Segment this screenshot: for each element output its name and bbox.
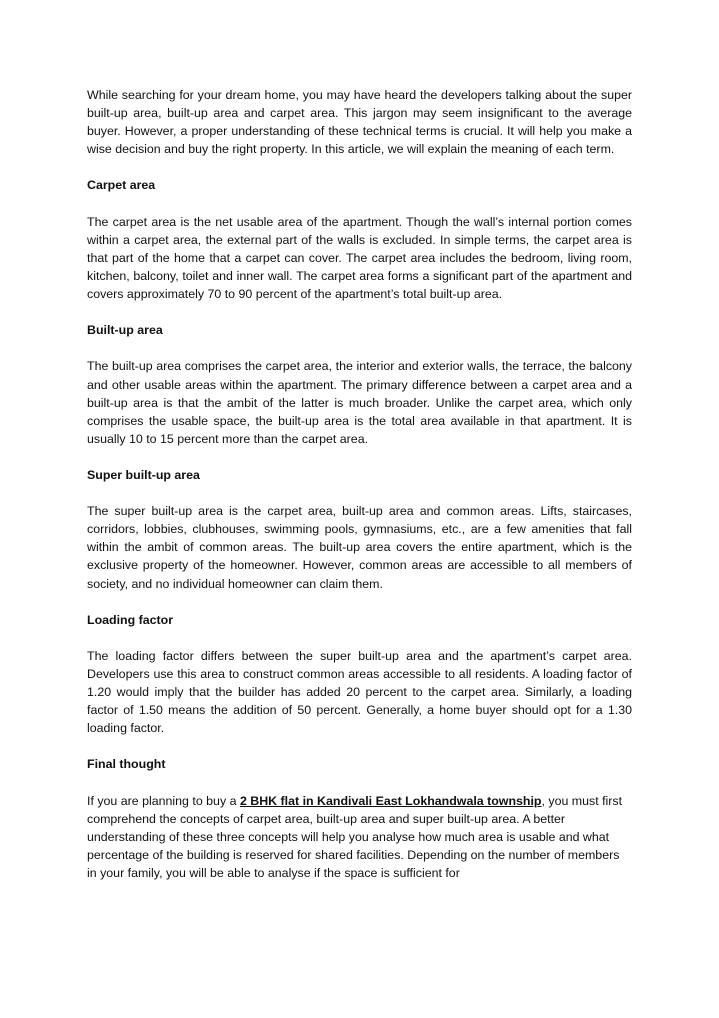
section-body-carpet-area: The carpet area is the net usable area of the apartment. Though the wall’s internal portion comes within a carpet area, the external part of the walls is excluded. In simple terms, the carpet area is that part of the home that a carpet can cover. The carpet area includes the bedroom, living room, kitchen, balcony, toilet and inner wall. The carpet area forms a significant part of the apartment and covers approximately 70 to 90 percent of the apartment’s total built-up area. [87,214,632,302]
spacer [87,448,632,466]
section-body-loading-factor: The loading factor differs between the super built-up area and the apartment’s carpet area. Developers use this area to construct common areas accessible to all residents. A loading factor of 1.20 would imply that the builder has added 20 percent to the carpet area. Similarly, a loading factor of 1.50 means the addition of 50 percent. Generally, a home buyer should opt for a 1.30 loading factor. [87,648,632,736]
spacer [87,629,632,647]
section-heading-final-thought: Final thought [87,757,166,772]
spacer [87,195,632,213]
section-heading-built-up-area: Built-up area [87,323,163,338]
section-heading-carpet-area: Carpet area [87,178,156,193]
document-page [87,86,632,882]
section-heading-super-built-up-area: Super built-up area [87,467,200,482]
spacer [87,593,632,611]
spacer [87,484,632,502]
final-text-after-link: , you must first comprehend the concepts of carpet area, built-up area and super built-up area. A better understanding of these three concepts will help you analyse how much area is usable and what percentage of the building is reserved for shared facilities. Depending on the number of members in your family, you will be able to analyse if the space is sufficient for [87,793,623,881]
spacer [87,303,632,321]
spacer [87,774,632,792]
section-heading-loading-factor: Loading factor [87,612,174,627]
section-body-built-up-area: The built-up area comprises the carpet area, the interior and exterior walls, the terrace, the balcony and other usable areas within the apartment. The primary difference between a carpet area and a built-up area is that the ambit of the latter is much broader. Unlike the carpet area, which only comprises the usable space, the built-up area is the total area available in that apartment. It is usually 10 to 15 percent more than the carpet area. [87,359,632,446]
spacer [87,339,632,357]
spacer [87,737,632,755]
township-link[interactable]: 2 BHK flat in Kandivali East Lokhandwala township [239,793,542,808]
final-text-before-link: If you are planning to buy a [87,793,240,808]
final-thought-paragraph [87,792,632,882]
spacer [87,158,632,176]
section-body-super-built-up-area: The super built-up area is the carpet area, built-up area and common areas. Lifts, staircases, corridors, lobbies, clubhouses, swimming pools, gymnasiums, etc., are a few amenities that fall within the ambit of common areas. The built-up area covers the entire apartment, which is the exclusive property of the homeowner. However, common areas are accessible to all members of society, and no individual homeowner can claim them. [87,504,632,591]
intro-paragraph: While searching for your dream home, you may have heard the developers talking about the super built-up area, built-up area and carpet area. This jargon may seem insignificant to the average buyer. However, a proper understanding of these technical terms is crucial. It will help you make a wise decision and buy the right property. In this article, we will explain the meaning of each term. [87,88,632,157]
